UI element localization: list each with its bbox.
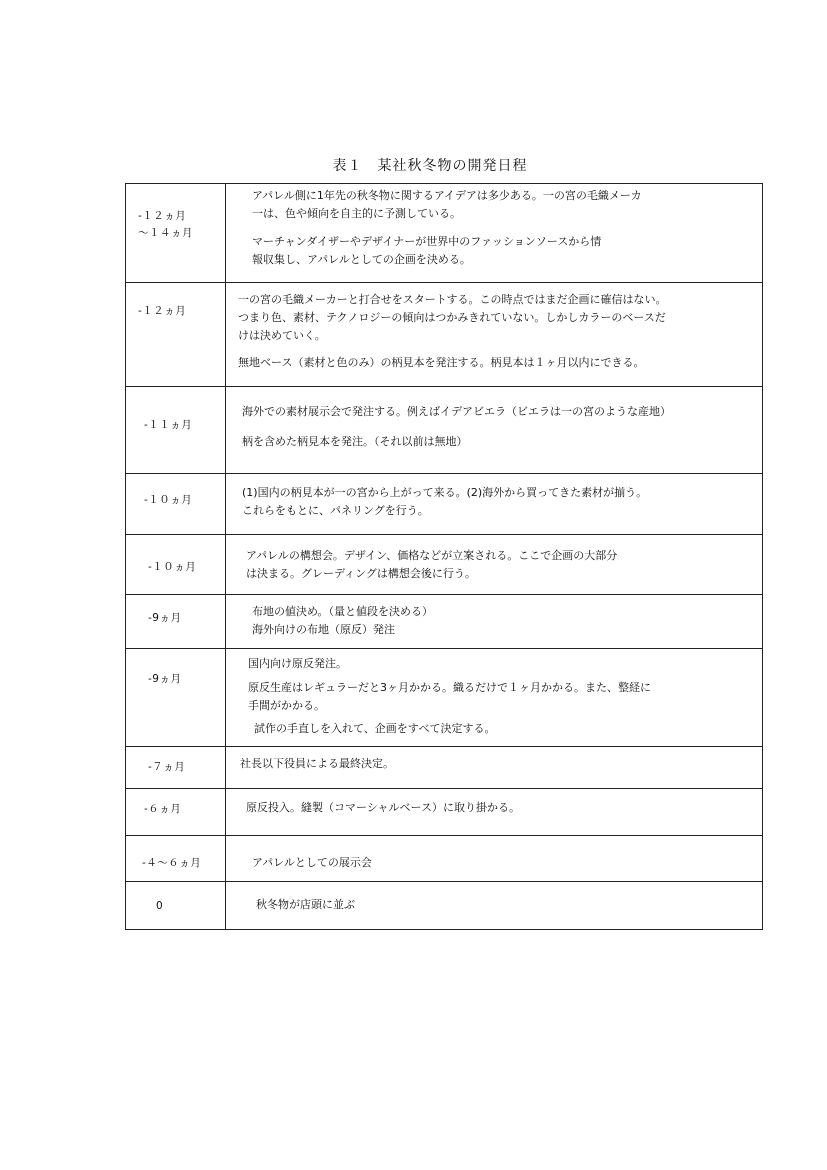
description-cell [226, 387, 762, 473]
period-cell [126, 882, 226, 929]
table-row [126, 387, 762, 474]
description-text: 原反生産はレギュラーだと3ヶ月かかる。織るだけで１ヶ月かかる。また、整経に 手間がかかる。 [248, 681, 651, 712]
schedule-table [125, 183, 763, 930]
table-row [126, 283, 762, 387]
period-text: -７ヵ月 [148, 761, 186, 773]
description-cell [226, 184, 762, 282]
description-cell [226, 882, 762, 929]
period-text: -9ヵ月 [148, 673, 182, 685]
description-text: (1)国内の柄見本が一の宮から上がって来る。(2)海外から買ってきた素材が揃う。 これらをもとに、パネリングを行う。 [242, 486, 648, 517]
table-row [126, 747, 762, 789]
period-cell [126, 283, 226, 386]
table-title: 表１ 某社秋冬物の開発日程 [332, 158, 528, 174]
table-row [126, 882, 762, 930]
period-text: -9ヵ月 [148, 612, 182, 624]
period-text: -１０ヵ月 [148, 561, 197, 573]
description-text: 社長以下役員による最終決定。 [240, 757, 394, 770]
period-cell [126, 836, 226, 881]
table-row [126, 836, 762, 882]
description-cell [226, 474, 762, 534]
period-cell [126, 789, 226, 835]
period-cell [126, 184, 226, 282]
table-row [126, 474, 762, 535]
table-row [126, 184, 762, 283]
period-text: -１２ヵ月 ～１４ヵ月 [138, 210, 193, 239]
description-text: 海外での素材展示会で発注する。例えばイデアビエラ（ビエラは一の宮のような産地） [242, 405, 671, 418]
description-cell [226, 535, 762, 594]
period-cell [126, 535, 226, 594]
table-row [126, 595, 762, 649]
description-text: 柄を含めた柄見本を発注。（それ以前は無地） [242, 435, 468, 448]
description-text: 一の宮の毛織メーカーと打合せをスタートする。この時点ではまだ企画に確信はない。 つまり色、素材、テクノロジーの傾向はつかみきれていない。しかしカラーのベースだ けは決めていく。 [238, 293, 667, 342]
description-text: 無地ベース（素材と色のみ）の柄見本を発注する。柄見本は１ヶ月以内にできる。 [238, 356, 645, 369]
period-text: -１２ヵ月 [138, 305, 187, 317]
period-cell [126, 474, 226, 534]
period-text: -４～６ヵ月 [142, 857, 202, 869]
period-cell [126, 595, 226, 648]
period-cell [126, 747, 226, 788]
table-row [126, 789, 762, 836]
description-cell [226, 283, 762, 386]
description-text: 秋冬物が店頭に並ぶ [256, 898, 355, 911]
description-text: 原反投入。縫製（コマーシャルベース）に取り掛かる。 [246, 801, 521, 814]
period-cell [126, 387, 226, 473]
table-row [126, 535, 762, 595]
description-text: 国内向け原反発注。 [248, 657, 347, 670]
period-text: -６ヵ月 [144, 803, 182, 815]
description-cell [226, 747, 762, 788]
description-text: 試作の手直しを入れて、企画をすべて決定する。 [254, 722, 496, 735]
description-text: 布地の値決め。（量と値段を決める） 海外向けの布地（原反）発注 [252, 605, 434, 636]
description-text: アパレルとしての展示会 [252, 856, 372, 869]
period-cell [126, 649, 226, 746]
description-text: アパレルの構想会。デザイン、価格などが立案される。ここで企画の大部分 は決まる。グレーディングは構想会後に行う。 [246, 549, 618, 580]
description-cell [226, 649, 762, 746]
description-text: マーチャンダイザーやデザイナーが世界中のファッションソースから情 報収集し、アパレルとしての企画を決める。 [252, 235, 602, 266]
table-row [126, 649, 762, 747]
period-text: 0 [156, 900, 164, 912]
description-cell [226, 836, 762, 881]
period-text: -１１ヵ月 [144, 419, 193, 431]
period-text: -１０ヵ月 [144, 494, 193, 506]
description-cell [226, 789, 762, 835]
description-cell [226, 595, 762, 648]
description-text: アパレル側に1年先の秋冬物に関するアイデアは多少ある。一の宮の毛織メーカ 一は、色や傾向を自主的に予測している。 [252, 189, 642, 220]
